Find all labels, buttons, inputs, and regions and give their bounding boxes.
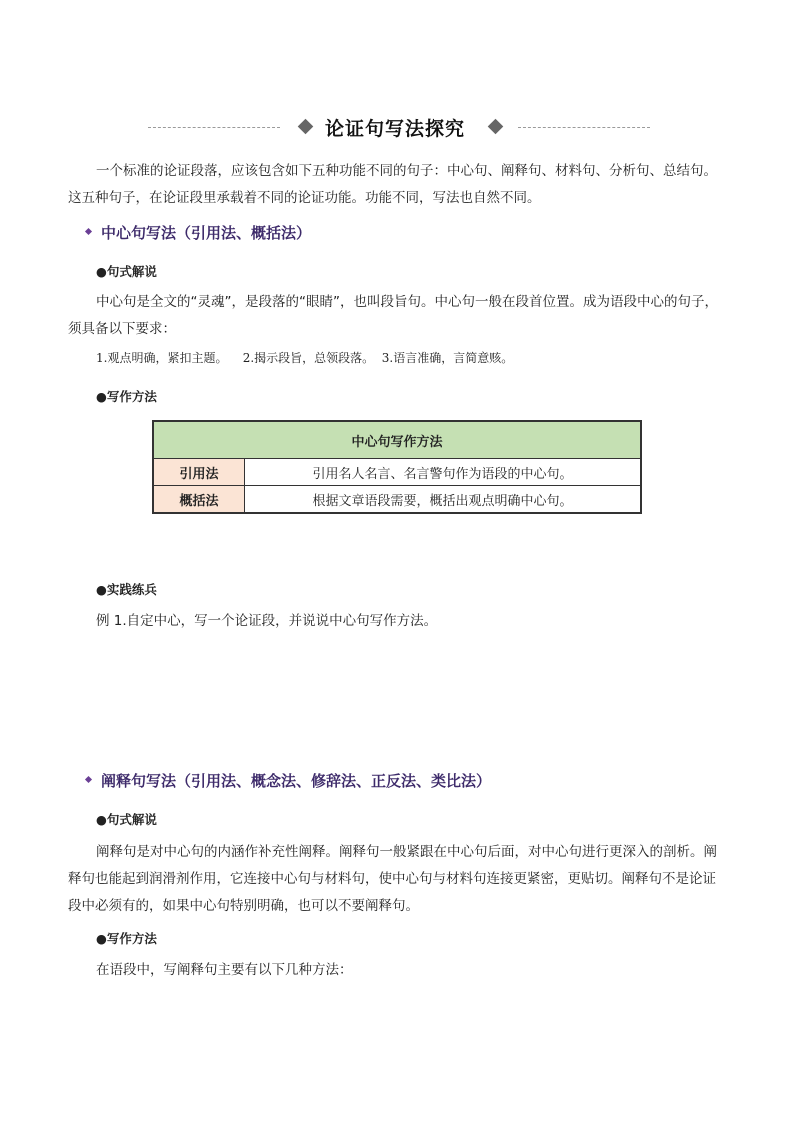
table-header: 中心句写作方法 — [153, 421, 641, 459]
intro-paragraph: 一个标准的论证段落，应该包含如下五种功能不同的句子：中心句、阐释句、材料句、分析句、总结句。这五种句子，在论证段里承载着不同的论证功能。功能不同，写法也自然不同。 — [68, 163, 717, 206]
section-heading-text: 中心句写法（引用法、概括法） — [101, 224, 312, 242]
bullet-diamond-icon — [85, 228, 92, 235]
title-row — [0, 112, 794, 142]
explanation-sentence-description: 阐释句是对中心句的内涵作补充性阐释。阐释句一般紧跟在中心句后面，对中心句进行更深入的剖析。阐释句也能起到润滑剂作用，它连接中心句与材料句，使中心句与材料句连接更紧密，更贴切。阐释句不是论证段中必须有的，如果中心句特别明确，也可以不要阐释句。 — [68, 844, 717, 914]
central-sentence-description: 中心句是全文的“灵魂”，是段落的“眼睛”，也叫段旨句。中心句一般在段首位置。成为语段中心的句子，须具备以下要求： — [68, 294, 718, 337]
table-row-name: 引用法 — [153, 459, 245, 486]
central-sentence-methods-table — [152, 420, 642, 514]
left-dashed-divider — [148, 127, 280, 128]
bullet-diamond-icon — [85, 776, 92, 783]
subheading-sentence-explanation: ●句式解说 — [96, 264, 157, 279]
table-row-desc: 引用名人名言、名言警句作为语段的中心句。 — [245, 459, 642, 486]
subheading-writing-methods: ●写作方法 — [96, 389, 157, 404]
subheading-writing-methods: ●写作方法 — [96, 931, 157, 946]
subheading-sentence-explanation: ●句式解说 — [96, 812, 157, 827]
requirements-line: 1.观点明确，紧扣主题。 2.揭示段旨，总领段落。 3.语言准确，言简意赅。 — [96, 351, 514, 365]
page-title: 论证句写法探究 — [325, 118, 466, 140]
right-dashed-divider — [518, 127, 650, 128]
example-prompt: 例 1.自定中心，写一个论证段，并说说中心句写作方法。 — [96, 613, 438, 629]
left-diamond-icon — [298, 119, 314, 135]
right-diamond-icon — [488, 119, 504, 135]
section-heading-text: 阐释句写法（引用法、概念法、修辞法、正反法、类比法） — [101, 772, 492, 790]
section-heading-central-sentence — [86, 222, 311, 243]
subheading-practice: ●实践练兵 — [96, 582, 157, 597]
methods-intro: 在语段中，写阐释句主要有以下几种方法： — [96, 962, 353, 978]
section-heading-explanation-sentence — [86, 770, 491, 791]
table-row — [153, 486, 641, 514]
table-row-name: 概括法 — [153, 486, 245, 514]
table-row — [153, 459, 641, 486]
table-row-desc: 根据文章语段需要，概括出观点明确中心句。 — [245, 486, 642, 514]
